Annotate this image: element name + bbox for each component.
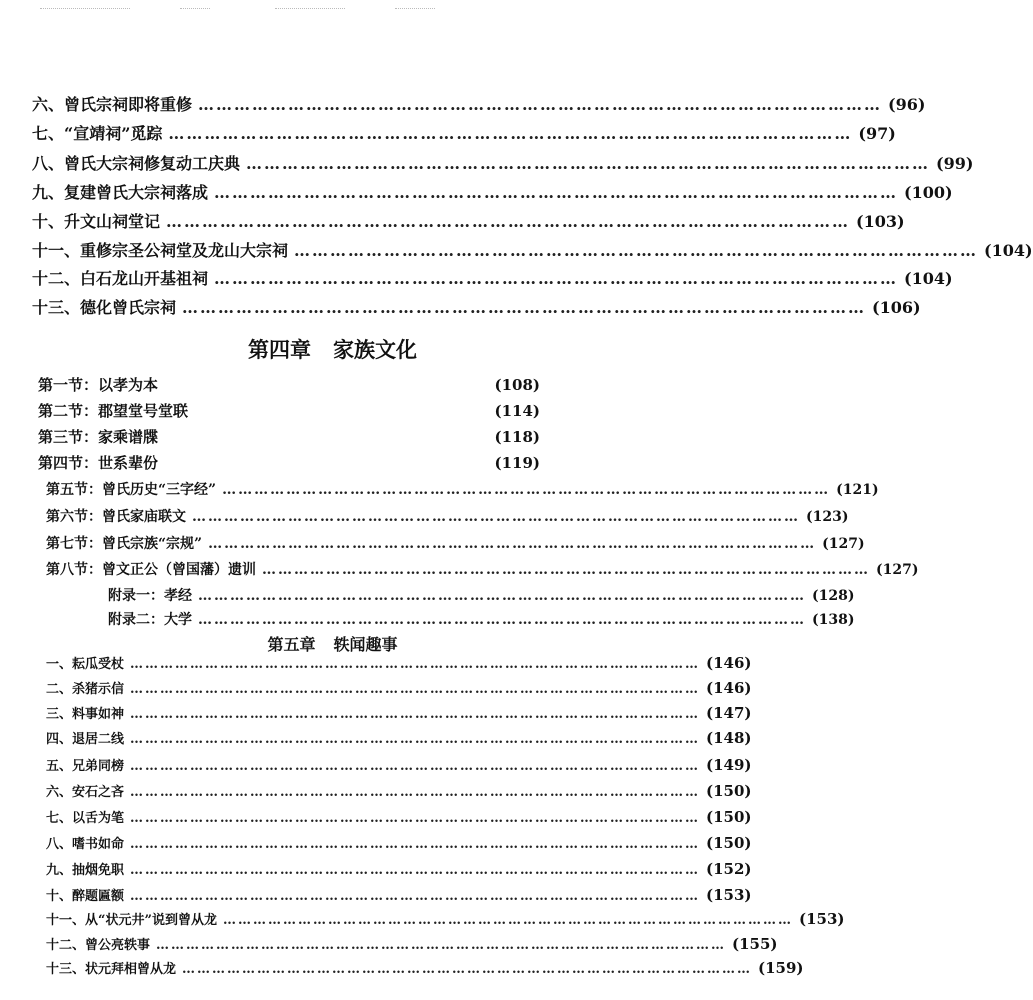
chapter-number: 第四章 — [248, 337, 311, 362]
dot-leader: …………………………………………………………………………………………………… — [198, 95, 883, 114]
toc-entry[interactable] — [46, 703, 752, 724]
toc-entry-page: (149) — [706, 756, 752, 774]
toc-entry[interactable] — [32, 92, 926, 116]
dot-leader: …………………………………………………………………………………………………… — [130, 863, 701, 878]
chapter-number: 第五章 — [267, 635, 316, 654]
dot-leader: …………………………………………………………………………………………………… — [168, 124, 853, 143]
toc-entry-page: (119) — [494, 454, 540, 472]
chapter-5-heading — [0, 632, 665, 655]
chapter-title: 家族文化 — [333, 337, 417, 362]
dot-leader: …………………………………………………………………………………………………… — [130, 785, 701, 800]
toc-entry-page: (108) — [494, 376, 540, 394]
toc-entry-title: 第八节：曾文正公（曾国藩）遗训 — [46, 562, 256, 578]
dot-leader: …………………………………………………………………………………………………… — [208, 536, 817, 552]
toc-entry-title: 八、曾氏大宗祠修复动工庆典 — [32, 154, 241, 173]
dot-leader: …………………………………………………………………………………………………… — [130, 837, 701, 852]
toc-entry-title: 九、复建曾氏大宗祠落成 — [32, 183, 209, 202]
toc-entry-page: (153) — [706, 886, 752, 904]
toc-entry[interactable] — [108, 585, 855, 607]
toc-entry-title: 五、兄弟同榜 — [46, 759, 125, 774]
toc-entry-title: 第五节：曾氏历史“三字经” — [46, 482, 217, 498]
scan-artifact — [40, 8, 130, 9]
toc-entry[interactable] — [46, 728, 752, 749]
toc-entry[interactable] — [46, 934, 778, 955]
toc-entry[interactable] — [46, 859, 752, 880]
toc-entry-page: (150) — [706, 782, 752, 800]
toc-entry-title: 四、退居二线 — [46, 732, 125, 747]
dot-leader: …………………………………………………………………………………………………… — [130, 657, 701, 672]
scan-artifact — [395, 8, 435, 9]
toc-entry-page: (104) — [984, 241, 1033, 260]
scan-artifact — [275, 8, 345, 9]
toc-entry[interactable] — [46, 781, 752, 802]
toc-entry[interactable] — [46, 755, 752, 776]
dot-leader: …………………………………………………………………………………………………… — [294, 241, 979, 260]
toc-entry-title: 七、“宣靖祠”觅踪 — [32, 124, 163, 143]
toc-entry-title: 九、抽烟免职 — [46, 863, 125, 878]
toc-entry-title: 十一、从“状元井”说到曾从龙 — [46, 913, 217, 928]
toc-entry-title: 第六节：曾氏家庙联文 — [46, 509, 186, 525]
toc-entry-page: (146) — [706, 654, 752, 672]
dot-leader: …………………………………………………………………………………………………… — [130, 811, 701, 826]
toc-entry[interactable] — [38, 400, 540, 422]
toc-entry-page: (96) — [888, 95, 926, 114]
toc-entry[interactable] — [46, 958, 804, 979]
toc-entry-page: (123) — [806, 509, 849, 525]
toc-entry-title: 十、醉题匾额 — [46, 889, 125, 904]
dot-leader: …………………………………………………………………………………………………… — [198, 588, 806, 604]
toc-entry-page: (121) — [836, 482, 879, 498]
toc-entry-page: (97) — [858, 124, 896, 143]
toc-entry-page: (104) — [904, 269, 953, 288]
dot-leader: …………………………………………………………………………………………………… — [246, 154, 931, 173]
toc-entry-title: 六、安石之吝 — [46, 785, 125, 800]
toc-entry[interactable] — [32, 180, 953, 204]
toc-entry[interactable] — [46, 559, 919, 581]
toc-entry-title: 第三节：家乘谱牒 — [38, 428, 159, 446]
toc-entry[interactable] — [46, 909, 845, 930]
dot-leader: …………………………………………………………………………………………………… — [130, 759, 701, 774]
toc-entry-title: 第四节：世系辈份 — [38, 454, 159, 472]
dot-leader: …………………………………………………………………………………………………… — [130, 707, 701, 722]
toc-entry[interactable] — [46, 807, 752, 828]
toc-entry-title: 一、耘瓜受杖 — [46, 657, 125, 672]
toc-entry[interactable] — [46, 678, 752, 699]
dot-leader: …………………………………………………………………………………………………… — [214, 183, 899, 202]
toc-entry-title: 十二、曾公亮轶事 — [46, 938, 151, 953]
toc-entry-title: 十一、重修宗圣公祠堂及龙山大宗祠 — [32, 241, 289, 260]
dot-leader: …………………………………………………………………………………………………… — [262, 562, 870, 578]
scan-artifact — [180, 8, 210, 9]
toc-entry-title: 七、以舌为笔 — [46, 811, 125, 826]
toc-entry-title: 附录一：孝经 — [108, 588, 192, 604]
toc-entry[interactable] — [46, 653, 752, 674]
toc-entry-page: (103) — [856, 212, 905, 231]
toc-entry-title: 二、杀猪示信 — [46, 682, 125, 697]
toc-entry[interactable] — [46, 506, 849, 528]
toc-entry-page: (150) — [706, 808, 752, 826]
toc-entry[interactable] — [38, 374, 540, 396]
toc-entry-title: 十二、白石龙山开基祖祠 — [32, 269, 209, 288]
toc-entry-page: (146) — [706, 679, 752, 697]
dot-leader: …………………………………………………………………………………………………… — [156, 938, 727, 953]
toc-entry-title: 第七节：曾氏宗族“宗规” — [46, 536, 203, 552]
dot-leader: …………………………………………………………………………………………………… — [130, 682, 701, 697]
toc-entry-page: (118) — [494, 428, 540, 446]
toc-entry[interactable] — [46, 885, 752, 906]
dot-leader: …………………………………………………………………………………………………… — [166, 212, 851, 231]
toc-entry-page: (147) — [706, 704, 752, 722]
toc-entry[interactable] — [38, 426, 540, 448]
toc-entry-title: 八、嗜书如命 — [46, 837, 125, 852]
toc-entry-title: 三、料事如神 — [46, 707, 125, 722]
dot-leader: …………………………………………………………………………………………………… — [130, 889, 701, 904]
toc-entry-page: (106) — [872, 298, 921, 317]
dot-leader: …………………………………………………………………………………………………… — [222, 482, 831, 498]
toc-entry-page: (100) — [904, 183, 953, 202]
toc-entry[interactable] — [32, 151, 974, 175]
toc-entry[interactable] — [38, 452, 540, 474]
toc-entry[interactable] — [46, 479, 879, 501]
toc-entry[interactable] — [46, 833, 752, 854]
toc-entry-page: (138) — [812, 612, 855, 628]
toc-entry[interactable] — [32, 238, 1033, 262]
chapter-4-heading — [0, 334, 665, 364]
toc-entry-page: (153) — [798, 910, 845, 928]
toc-entry-title: 十三、德化曾氏宗祠 — [32, 298, 177, 317]
dot-leader: …………………………………………………………………………………………………… — [182, 962, 753, 977]
toc-entry-page: (159) — [758, 959, 804, 977]
toc-entry[interactable] — [32, 121, 896, 145]
toc-entry-page: (127) — [822, 536, 865, 552]
dot-leader: …………………………………………………………………………………………………… — [130, 732, 701, 747]
chapter-title: 轶闻趣事 — [333, 635, 398, 654]
toc-entry-title: 第二节：郡望堂号堂联 — [38, 402, 189, 420]
toc-entry[interactable] — [32, 209, 905, 233]
toc-entry-title: 附录二：大学 — [108, 612, 192, 628]
toc-entry[interactable] — [32, 295, 921, 319]
toc-entry-page: (128) — [812, 588, 855, 604]
toc-entry[interactable] — [32, 266, 953, 290]
toc-entry-page: (155) — [732, 935, 778, 953]
toc-entry-page: (99) — [936, 154, 974, 173]
toc-entry-page: (114) — [494, 402, 540, 420]
toc-entry[interactable] — [46, 533, 865, 555]
toc-entry-title: 六、曾氏宗祠即将重修 — [32, 95, 193, 114]
toc-entry-page: (148) — [706, 729, 752, 747]
toc-entry-title: 十、升文山祠堂记 — [32, 212, 161, 231]
toc-entry-page: (127) — [876, 562, 919, 578]
toc-entry[interactable] — [108, 609, 855, 631]
toc-entry-title: 第一节：以孝为本 — [38, 376, 159, 394]
dot-leader: …………………………………………………………………………………………………… — [182, 298, 867, 317]
dot-leader: …………………………………………………………………………………………………… — [192, 509, 800, 525]
dot-leader: …………………………………………………………………………………………………… — [214, 269, 899, 288]
toc-entry-page: (152) — [706, 860, 752, 878]
toc-entry-title: 十三、状元拜相曾从龙 — [46, 962, 177, 977]
toc-entry-page: (150) — [706, 834, 752, 852]
dot-leader: …………………………………………………………………………………………………… — [222, 913, 793, 928]
dot-leader: …………………………………………………………………………………………………… — [198, 612, 806, 628]
